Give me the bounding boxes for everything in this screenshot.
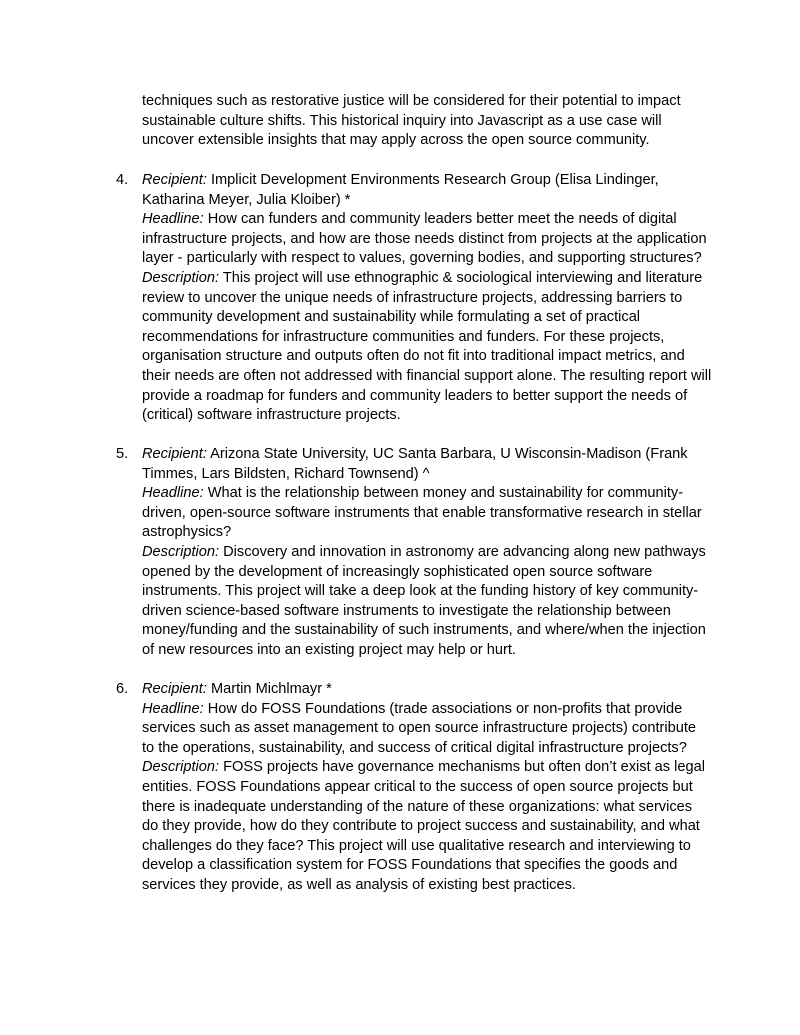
description-text: Discovery and innovation in astronomy are advancing along new pathways opened by the development of increasingly sophisticated open source software instruments. This project will take a deep look at the funding history of key community-driven science-based software instruments to investigate the relationship between money/funding and the sustainability of such instruments, and where/when the injection of new resources into an existing project may help or hurt. xyxy=(142,543,706,658)
list-item-number: 5. xyxy=(116,446,129,462)
recipient-line xyxy=(142,171,712,210)
description-line xyxy=(142,758,712,895)
list-item-number: 4. xyxy=(116,172,129,188)
headline-text: What is the relationship between money and sustainability for community-driven, open-source software instruments that enable transformative research in stellar astrophysics? xyxy=(142,485,702,541)
recipient-label: Recipient: xyxy=(142,172,207,188)
headline-text: How can funders and community leaders better meet the needs of digital infrastructure projects, and how are those needs distinct from projects at the application layer - particularly with respect to values, governing bodies, and supporting structures? xyxy=(142,211,707,267)
headline-label: Headline: xyxy=(142,211,204,228)
recipient-text: Arizona State University, UC Santa Barbara, U Wisconsin-Madison (Frank Timmes, Lars Bildsten, Richard Townsend) ^ xyxy=(142,446,688,482)
list-item xyxy=(116,445,712,661)
recipient-text: Martin Michlmayr * xyxy=(210,681,332,697)
recipient-text: Implicit Development Environments Research Group (Elisa Lindinger, Katharina Meyer, Julia Kloiber) * xyxy=(142,172,659,208)
headline-line xyxy=(142,210,712,269)
intro-paragraph: techniques such as restorative justice will be considered for their potential to impact sustainable culture shifts. This historical inquiry into Javascript as a use case will uncover extensible insights that may apply across the open source community. xyxy=(142,93,681,149)
recipient-line xyxy=(142,680,712,700)
recipient-label: Recipient: xyxy=(142,681,207,697)
description-line xyxy=(142,269,712,426)
recipient-line xyxy=(142,445,712,484)
headline-line xyxy=(142,700,712,759)
description-label: Description: xyxy=(142,759,220,776)
list-item xyxy=(116,680,712,896)
description-line xyxy=(142,543,712,661)
description-text: FOSS projects have governance mechanisms but often don’t exist as legal entities. FOSS Foundations appear critical to the success of open source projects but there is inadequate understanding of the nature of these organizations: what services do they provide, how do they contribute to project success and sustainability, and what challenges do they face? This project will use qualitative research and interviewing to develop a classification system for FOSS Foundations that specifies the goods and services they provide, as well as analysis of existing best practices. xyxy=(142,759,705,893)
description-label: Description: xyxy=(142,543,220,560)
headline-text: How do FOSS Foundations (trade associations or non-profits that provide services such as asset management to open source infrastructure projects) contribute to the operations, sustainability, and success of critical digital infrastructure projects? xyxy=(142,700,697,756)
description-text: This project will use ethnographic & sociological interviewing and literature review to uncover the unique needs of infrastructure projects, addressing barriers to community development and sustainability while formulating a set of practical recommendations for infrastructure communities and funders. For these projects, organisation structure and outputs often do not fit into traditional impact metrics, and their needs are often not addressed with financial support alone. The resulting report will provide a roadmap for funders and community leaders to better support the needs of (critical) software infrastructure projects. xyxy=(142,269,712,424)
headline-line xyxy=(142,484,712,543)
recipient-label: Recipient: xyxy=(142,446,207,462)
list-item xyxy=(116,171,712,426)
description-label: Description: xyxy=(142,269,220,286)
list-item-number: 6. xyxy=(116,681,129,697)
headline-label: Headline: xyxy=(142,485,204,502)
headline-label: Headline: xyxy=(142,700,204,717)
